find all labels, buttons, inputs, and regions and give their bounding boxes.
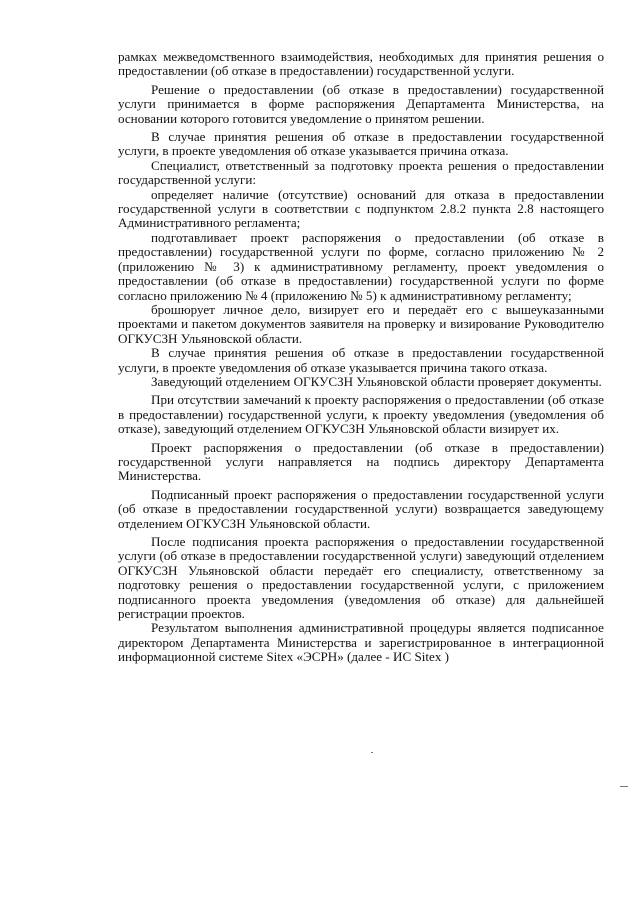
paragraph-prepares-draft: подготавливает проект распоряжения о предоставлении (об отказе в предоставлении) государственной услуги по форме, согласно приложению № 2 (приложению № 3) к административному регламенту, проект уведомления о предоставлении (об отказе в предоставлении) государственной услуги по форме согласно приложению № 4 (приложению № 5) к административному регламенту; <box>118 229 604 303</box>
paragraph-continuation: рамках межведомственного взаимодействия, необходимых для принятия решения о предоставлении (об отказе в предоставлении) государственной услуги. <box>118 49 604 79</box>
paragraph-sent-for-signature: Проект распоряжения о предоставлении (об отказе в предоставлении) государственной услуги направляется на подпись директору Департамента Министерства. <box>118 439 604 484</box>
paragraph-after-signing: После подписания проекта распоряжения о предоставлении государственной услуги (об отказе в предоставлении государственной услуги) заведующий отделением ОГКУСЗН Ульяновской области передаёт его специалисту, ответственному за подготовку решения о предоставлении государственной услуги, с приложением подписанного проекта уведомления (уведомления об отказе) для дальнейшей регистрации проектов. <box>118 534 604 622</box>
paragraph-determines-grounds: определяет наличие (отсутствие) оснований для отказа в предоставлении государственной услуги в соответствии с подпунктом 2.8.2 пункта 2.8 настоящего Административного регламента; <box>118 186 604 231</box>
paragraph-head-approves: При отсутствии замечаний к проекту распоряжения о предоставлении (об отказе в предоставлении) государственной услуги, к проекту уведомления (уведомления об отказе), заведующий отделением ОГКУСЗН Ульяновской области визирует их. <box>118 392 604 437</box>
paragraph-procedure-result: Результатом выполнения административной процедуры является подписанное директором Департамента Министерства и зарегистрированное в интеграционной информационной системе Sitex «ЭСРН» (далее - ИС Sitex ) <box>118 620 604 665</box>
paragraph-binds-file: брошюрует личное дело, визирует его и передаёт его с вышеуказанными проектами и пакетом документов заявителя на проверку и визирование Руководителю ОГКУСЗН Ульяновской области. <box>118 301 604 346</box>
document-body <box>118 50 604 665</box>
paragraph-decision-form: Решение о предоставлении (об отказе в предоставлении) государственной услуги принимается в форме распоряжения Департамента Министерства, на основании которого готовится уведомление о принятом решении. <box>118 81 604 126</box>
scan-speck <box>371 752 373 753</box>
scan-speck <box>620 786 628 787</box>
paragraph-refusal-reason: В случае принятия решения об отказе в предоставлении государственной услуги, в проекте уведомления об отказе указывается причина отказа. <box>118 129 604 159</box>
paragraph-specialist: Специалист, ответственный за подготовку проекта решения о предоставлении государственной услуги: <box>118 157 604 188</box>
paragraph-head-checks: Заведующий отделением ОГКУСЗН Ульяновской области проверяет документы. <box>151 373 602 389</box>
paragraph-refusal-reason-repeat: В случае принятия решения об отказе в предоставлении государственной услуги, в проекте уведомления об отказе указывается причина такого отказа. <box>118 345 604 375</box>
paragraph-signed-returned: Подписанный проект распоряжения о предоставлении государственной услуги (об отказе в предоставлении государственной услуги) возвращается заведующему отделением ОГКУСЗН Ульяновской области. <box>118 486 604 531</box>
